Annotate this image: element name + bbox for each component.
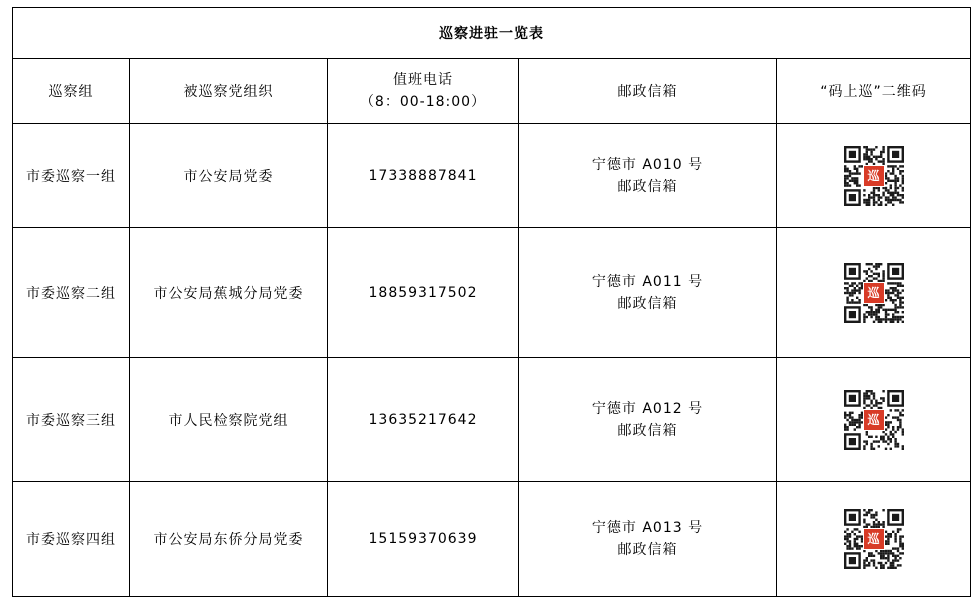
table-row xyxy=(13,482,971,597)
mail-cell xyxy=(519,228,777,358)
qr-cell xyxy=(777,228,971,358)
phone-cell: 18859317502 xyxy=(328,228,519,358)
group-cell: 市委巡察二组 xyxy=(13,228,130,358)
inspection-logo-icon: 巡 xyxy=(863,528,885,550)
inspection-table xyxy=(12,7,971,597)
qr-code-icon[interactable] xyxy=(844,263,904,323)
mail-box-label: 邮政信箱 xyxy=(617,178,678,195)
table-row xyxy=(13,228,971,358)
header-org: 被巡察党组织 xyxy=(130,59,328,124)
org-cell: 市人民检察院党组 xyxy=(130,358,328,482)
group-cell: 市委巡察四组 xyxy=(13,482,130,597)
table-title: 巡察进驻一览表 xyxy=(13,8,971,59)
header-mail: 邮政信箱 xyxy=(519,59,777,124)
org-cell: 市公安局东侨分局党委 xyxy=(130,482,328,597)
header-row xyxy=(13,59,971,124)
mail-box-number: 宁德市 A011 号 xyxy=(591,273,704,290)
phone-cell: 15159370639 xyxy=(328,482,519,597)
inspection-logo-icon: 巡 xyxy=(863,165,885,187)
phone-cell: 17338887841 xyxy=(328,124,519,228)
mail-box-label: 邮政信箱 xyxy=(617,422,678,439)
header-phone xyxy=(328,59,519,124)
group-cell: 市委巡察三组 xyxy=(13,358,130,482)
table-row xyxy=(13,124,971,228)
mail-box-label: 邮政信箱 xyxy=(617,295,678,312)
mail-cell xyxy=(519,358,777,482)
org-cell: 市公安局党委 xyxy=(130,124,328,228)
header-qr: “码上巡”二维码 xyxy=(777,59,971,124)
phone-cell: 13635217642 xyxy=(328,358,519,482)
qr-code-icon[interactable] xyxy=(844,509,904,569)
mail-box-number: 宁德市 A012 号 xyxy=(591,400,704,417)
table-row xyxy=(13,358,971,482)
qr-cell xyxy=(777,482,971,597)
mail-cell xyxy=(519,124,777,228)
inspection-logo-icon: 巡 xyxy=(863,409,885,431)
org-cell: 市公安局蕉城分局党委 xyxy=(130,228,328,358)
qr-cell xyxy=(777,124,971,228)
mail-box-label: 邮政信箱 xyxy=(617,542,678,558)
inspection-logo-icon: 巡 xyxy=(863,282,885,304)
mail-cell xyxy=(519,482,777,597)
mail-box-number: 宁德市 A010 号 xyxy=(591,156,704,173)
qr-cell xyxy=(777,358,971,482)
group-cell: 市委巡察一组 xyxy=(13,124,130,228)
header-phone-hours: （8：00-18:00） xyxy=(359,94,487,110)
mail-box-number: 宁德市 A013 号 xyxy=(591,520,704,536)
header-phone-label: 值班电话 xyxy=(393,72,453,88)
qr-code-icon[interactable] xyxy=(844,390,904,450)
qr-code-icon[interactable] xyxy=(844,146,904,206)
header-group: 巡察组 xyxy=(13,59,130,124)
